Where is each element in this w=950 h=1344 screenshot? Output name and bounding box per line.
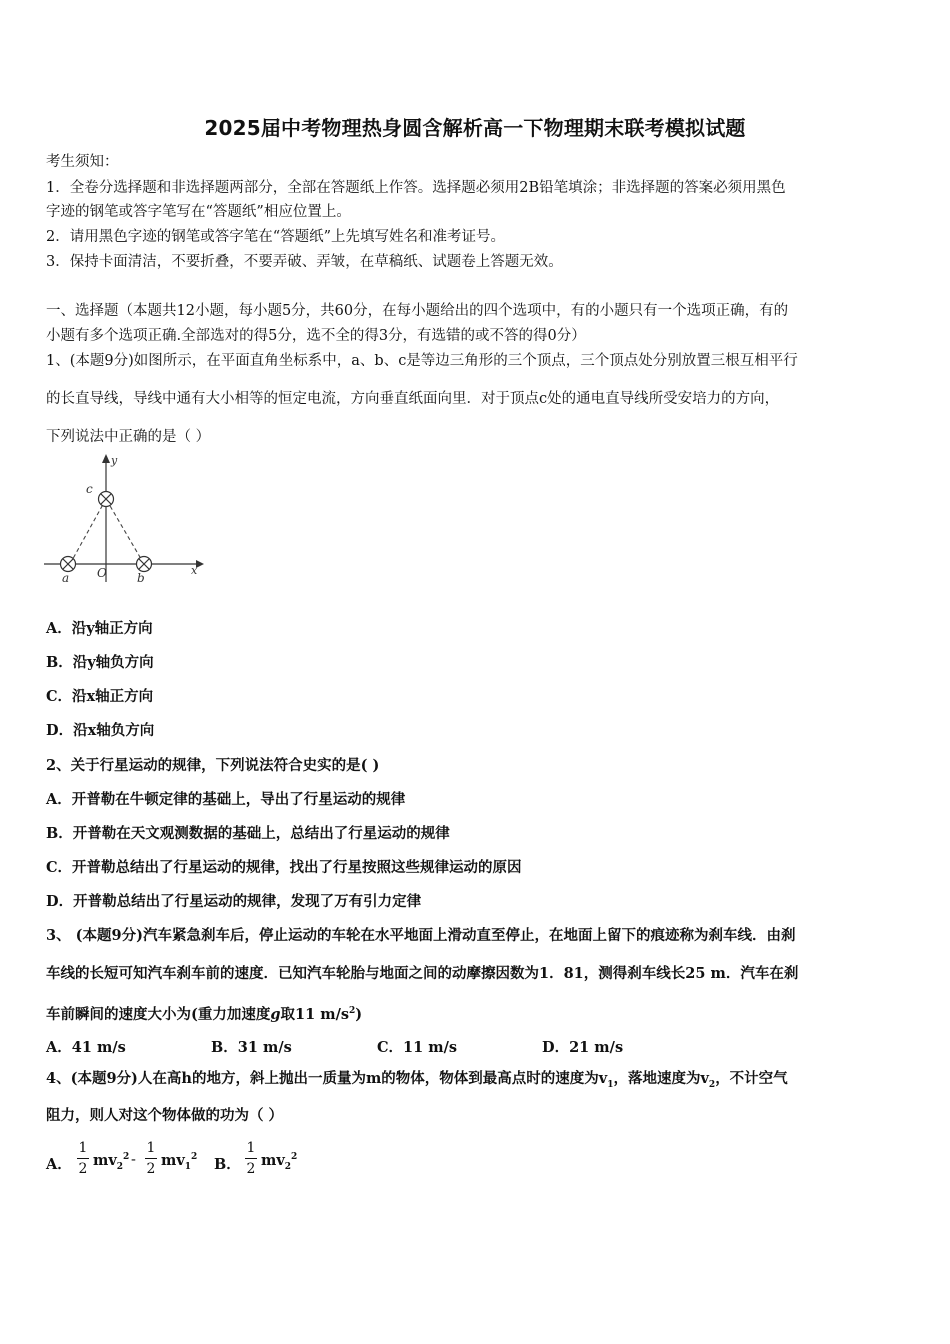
fraction-half: 1 2 <box>146 1140 156 1177</box>
label-o: O <box>97 566 107 580</box>
question-4-option-a-label[interactable]: A． <box>46 1156 72 1173</box>
question-3-text: 车线的长短可知汽车刹车前的速度．已知汽车轮胎与地面之间的动摩擦因数为1．81，测得刹车线长25 m．汽车在刹 <box>46 965 799 982</box>
label-c: c <box>86 482 93 496</box>
notice-heading: 考生须知： <box>46 154 119 170</box>
page-title: 2025届中考物理热身圆含解析高一下物理期末联考模拟试题 <box>204 116 746 140</box>
notice-item: 2．请用黑色字迹的钢笔或答字笔在“答题纸”上先填写姓名和准考证号。 <box>46 229 506 245</box>
question-3-text: 车前瞬间的速度大小为(重力加速度g取11 $m/s^2$) <box>46 1005 363 1023</box>
label-x: x <box>191 564 198 577</box>
question-1-text: 1、(本题9分)如图所示，在平面直角坐标系中，a、b、c是等边三角形的三个顶点，三个顶点处分别放置三根互相平行 <box>46 353 798 369</box>
question-2-text: 2、关于行星运动的规律，下列说法符合史实的是( ) <box>46 757 380 774</box>
side-bc <box>106 499 144 564</box>
question-2-option[interactable]: D．开普勒总结出了行星运动的规律，发现了万有引力定律 <box>46 893 422 910</box>
question-1-option[interactable]: B．沿y轴负方向 <box>46 654 154 671</box>
question-4-text: 4、(本题9分)人在高h的地方，斜上抛出一质量为m的物体，物体到最高点时的速度为$v_1$，落地速度为$v_2$，不计空气 <box>46 1070 788 1090</box>
wire-c <box>99 492 114 507</box>
question-1-figure <box>40 450 210 588</box>
fraction-half: 1 2 <box>78 1140 88 1177</box>
minus-sign: - <box>131 1152 136 1168</box>
question-1-text: 下列说法中正确的是（ ） <box>46 429 211 445</box>
fraction-half: 1 2 <box>246 1140 256 1177</box>
label-b: b <box>137 571 145 585</box>
label-a: a <box>62 571 70 585</box>
question-4-text: 阻力，则人对这个物体做的功为（ ） <box>46 1107 284 1124</box>
wire-b <box>137 557 152 572</box>
notice-item: 1．全卷分选择题和非选择题两部分，全部在答题纸上作答。选择题必须用2B铅笔填涂；非选择题的答案必须用黑色 <box>46 180 786 196</box>
question-2-option[interactable]: C．开普勒总结出了行星运动的规律，找出了行星按照这些规律运动的原因 <box>46 859 522 876</box>
section-heading: 一、选择题（本题共12小题，每小题5分，共60分，在每小题给出的四个选项中，有的小题只有一个选项正确，有的 <box>46 303 789 319</box>
term-mv2-squared: $mv_2^2$ <box>261 1152 298 1172</box>
question-4-option-b-label[interactable]: B． <box>214 1156 241 1173</box>
notice-item: 3．保持卡面清洁，不要折叠，不要弄破、弄皱，在草稿纸、试题卷上答题无效。 <box>46 254 563 270</box>
y-axis-arrow <box>102 454 110 463</box>
question-3-option[interactable]: A．41 m/s <box>46 1039 126 1056</box>
question-1-text: 的长直导线，导线中通有大小相等的恒定电流，方向垂直纸面向里．对于顶点c处的通电直导线所受安培力的方向， <box>46 391 780 407</box>
question-3-text: 3、 (本题9分)汽车紧急刹车后，停止运动的车轮在水平地面上滑动直至停止，在地面上留下的痕迹称为刹车线．由刹 <box>46 927 796 944</box>
question-3-option[interactable]: C．11 m/s <box>377 1039 458 1056</box>
question-1-option[interactable]: D．沿x轴负方向 <box>46 722 155 739</box>
section-heading: 小题有多个选项正确.全部选对的得5分，选不全的得3分，有选错的或不答的得0分） <box>46 328 586 344</box>
notice-item: 字迹的钢笔或答字笔写在“答题纸”相应位置上。 <box>46 204 351 220</box>
question-3-option[interactable]: B．31 m/s <box>211 1039 292 1056</box>
side-ac <box>70 499 106 564</box>
term-mv1-squared: $mv_1^2$ <box>161 1152 198 1172</box>
term-mv2-squared: $mv_2^2$ <box>93 1152 130 1172</box>
question-1-option[interactable]: C．沿x轴正方向 <box>46 688 154 705</box>
question-2-option[interactable]: B．开普勒在天文观测数据的基础上，总结出了行星运动的规律 <box>46 825 450 842</box>
question-2-option[interactable]: A．开普勒在牛顿定律的基础上，导出了行星运动的规律 <box>46 791 406 808</box>
question-3-option[interactable]: D．21 m/s <box>542 1039 624 1056</box>
question-1-option[interactable]: A．沿y轴正方向 <box>46 620 153 637</box>
wire-a <box>61 557 76 572</box>
label-y: y <box>111 454 118 467</box>
